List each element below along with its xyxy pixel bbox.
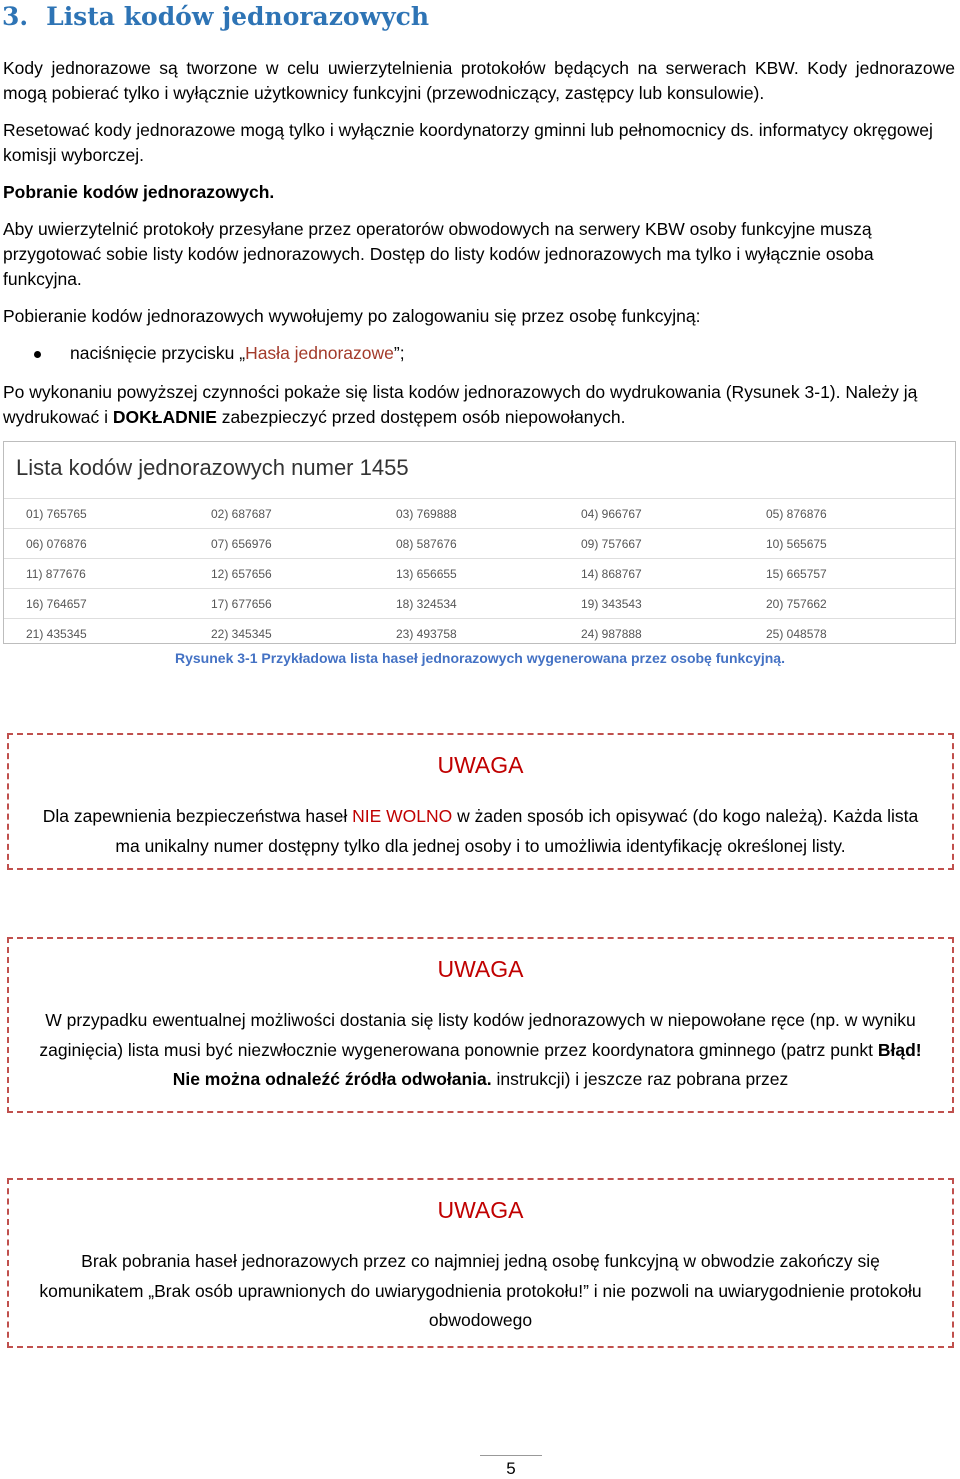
one-time-code: 22) 345345 (211, 627, 272, 641)
one-time-code: 18) 324534 (396, 597, 457, 611)
intro-paragraph: Kody jednorazowe są tworzone w celu uwierzytelnienia protokołów będących na serwerach KBW. Kody jednorazowe mogą pobierać tylko i wyłącznie użytkownicy funkcyjni (przewodniczący, zastępcy lub konsulowie). (3, 58, 955, 103)
auth-paragraph: Aby uwierzytelnić protokoły przesyłane przez operatorów obwodowych na serwery KBW osoby funkcyjne muszą przygotować sobie listy kodów jednorazowych. Dostęp do listy kodów jednorazowych ma tylko i wyłącznie osoba funkcyjna. (3, 219, 874, 289)
one-time-code: 05) 876876 (766, 507, 827, 521)
codes-row (4, 528, 955, 559)
one-time-code: 11) 877676 (26, 567, 86, 581)
bullet-dot-icon (34, 351, 41, 358)
warning-text: W przypadku ewentualnej możliwości dostania się listy kodów jednorazowych w niepowołane ręce (np. w wyniku zaginięcia) lista musi być niezwłocznie wygenerowana ponownie przez koordynatora gminnego (patrz punkt Błąd! Nie można odnaleźć źródła odwołania. instrukcji) i jeszcze raz pobrana przez (39, 1010, 922, 1089)
warning-title: UWAGA (437, 752, 524, 778)
one-time-code: 20) 757662 (766, 597, 827, 611)
one-time-code: 23) 493758 (396, 627, 457, 641)
one-time-code: 07) 656976 (211, 537, 272, 551)
section-heading (2, 2, 429, 31)
subheading-download: Pobranie kodów jednorazowych. (3, 182, 275, 202)
reset-paragraph: Resetować kody jednorazowe mogą tylko i wyłącznie koordynatorzy gminni lub pełnomocnicy ds. informatycy okręgowej komisji wyborczej. (3, 120, 933, 165)
warning-bold-reference: Błąd! Nie można odnaleźć źródła odwołania. (172, 1039, 922, 1089)
download-paragraph: Pobieranie kodów jednorazowych wywołujemy po zalogowaniu się przez osobę funkcyjną: (3, 306, 701, 326)
codes-row (4, 618, 955, 649)
one-time-code: 03) 769888 (396, 507, 457, 521)
codes-row (4, 588, 955, 619)
codes-row (4, 498, 955, 529)
page-number: 5 (506, 1459, 516, 1478)
one-time-code: 21) 435345 (26, 627, 87, 641)
one-time-code: 04) 966767 (581, 507, 642, 521)
one-time-code: 10) 565675 (766, 537, 827, 551)
warning-text: Brak pobrania haseł jednorazowych przez co najmniej jedną osobę funkcyjną w obwodzie zakończy się komunikatem „Brak osób uprawnionych do uwiarygodnienia protokołu!” i nie pozwoli na uwiarygodnienie protokołu obwodowego (39, 1251, 922, 1330)
one-time-code: 24) 987888 (581, 627, 642, 641)
section-title: Lista kodów jednorazowych (46, 2, 430, 31)
warning-title: UWAGA (437, 956, 524, 982)
one-time-code: 14) 868767 (581, 567, 642, 581)
warning-text: Dla zapewnienia bezpieczeństwa haseł NIE WOLNO w żaden sposób ich opisywać (do kogo należą). Każda lista ma unikalny numer dostępny tylko dla jednej osoby i to umożliwia identyfikację określonej listy. (42, 806, 919, 856)
print-paragraph: Po wykonaniu powyższej czynności pokaże się lista kodów jednorazowych do wydrukowania (Rysunek 3-1). Należy ją wydrukować i DOKŁADNIE zabezpieczyć przed dostępem osób niepowołanych. (3, 382, 918, 427)
codes-row (4, 558, 955, 589)
codes-list-title: Lista kodów jednorazowych numer 1455 (16, 455, 409, 480)
one-time-code: 19) 343543 (581, 597, 642, 611)
warning-box-1 (7, 733, 954, 870)
footer-divider (480, 1455, 542, 1456)
one-time-code: 06) 076876 (26, 537, 87, 551)
bullet-text: naciśnięcie przycisku „Hasła jednorazowe”; (70, 343, 405, 363)
warning-emphasis: NIE WOLNO (352, 806, 453, 826)
one-time-passwords-link[interactable]: Hasła jednorazowe (245, 343, 394, 363)
one-time-code: 09) 757667 (581, 537, 642, 551)
one-time-code: 01) 765765 (26, 507, 87, 521)
one-time-code: 16) 764657 (26, 597, 87, 611)
emphasis-text: DOKŁADNIE (112, 407, 217, 427)
one-time-code: 13) 656655 (396, 567, 457, 581)
one-time-code: 08) 587676 (396, 537, 457, 551)
warning-title: UWAGA (437, 1197, 524, 1223)
one-time-code: 17) 677656 (211, 597, 272, 611)
one-time-code: 15) 665757 (766, 567, 827, 581)
warning-box-2 (7, 937, 954, 1113)
one-time-code: 25) 048578 (766, 627, 827, 641)
codes-list-screenshot (3, 441, 956, 644)
warning-box-3 (7, 1178, 954, 1348)
one-time-code: 12) 657656 (211, 567, 272, 581)
one-time-code: 02) 687687 (211, 507, 272, 521)
figure-caption: Rysunek 3-1 Przykładowa lista haseł jednorazowych wygenerowana przez osobę funkcyjną. (175, 650, 785, 666)
section-number: 3. (2, 2, 29, 31)
